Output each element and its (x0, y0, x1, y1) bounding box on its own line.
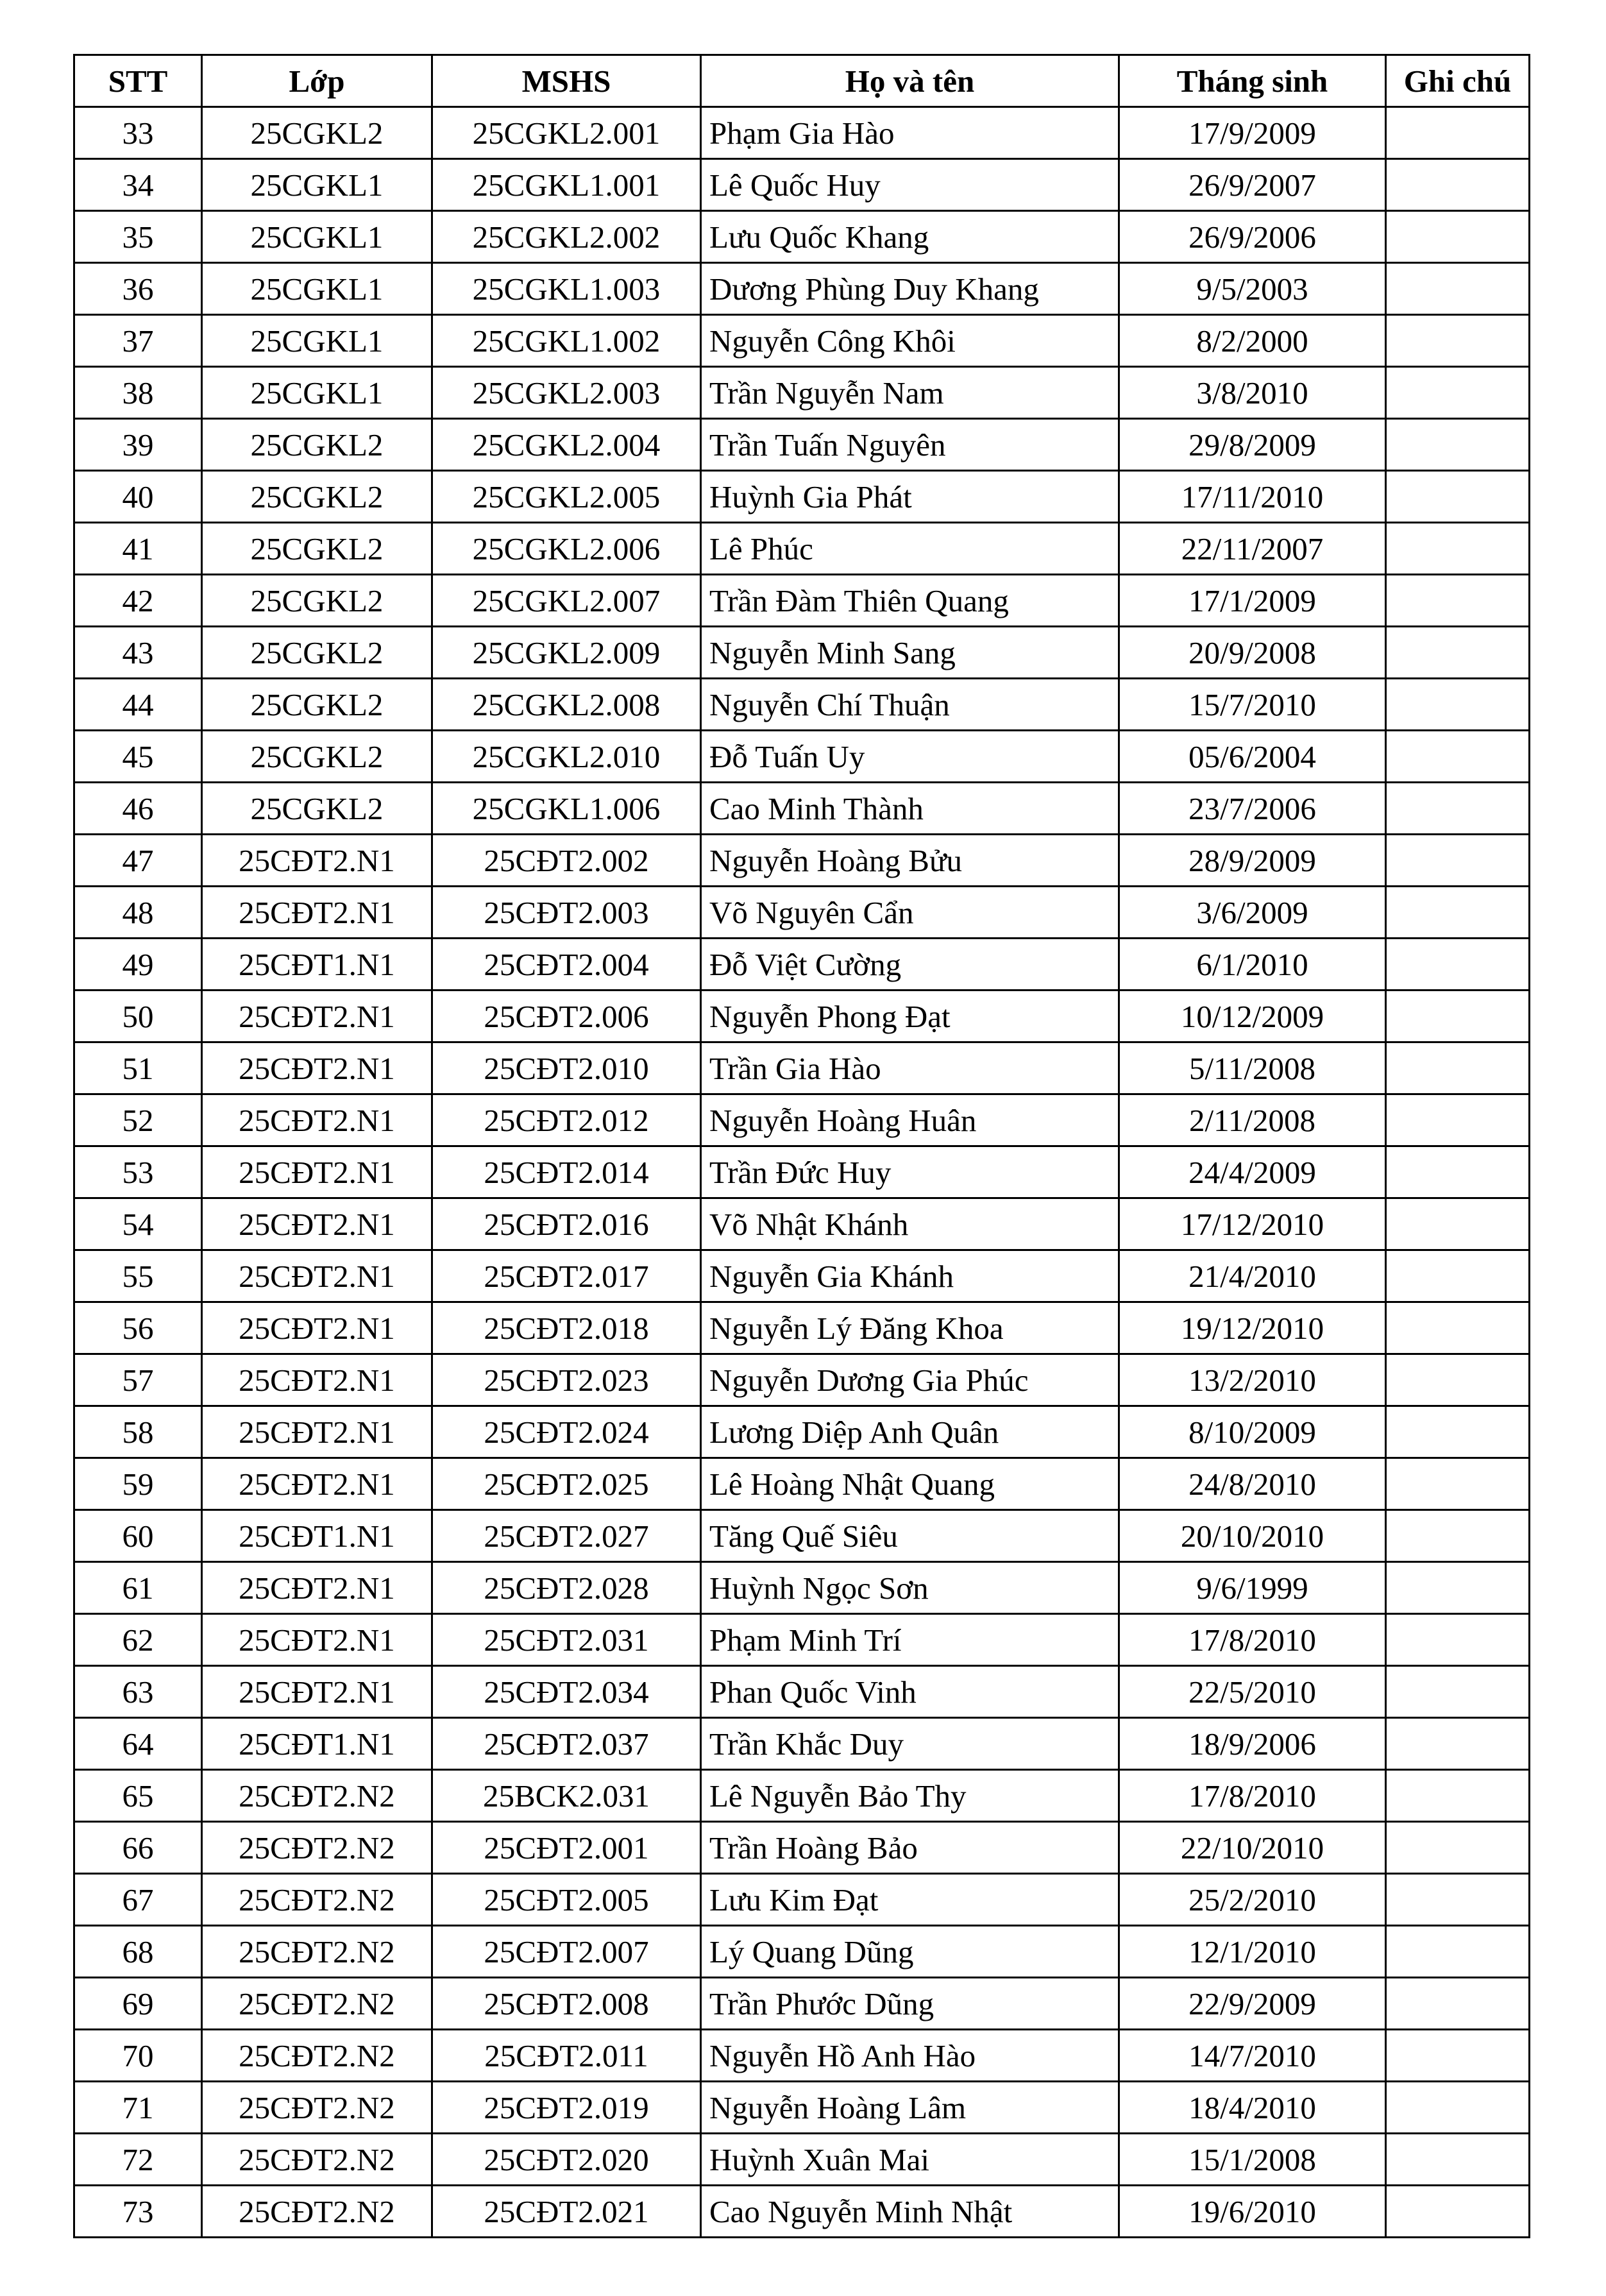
note-cell (1386, 1510, 1530, 1562)
student-id-cell: 25CĐT2.011 (432, 2030, 701, 2082)
class-cell: 25CĐT2.N1 (202, 1666, 432, 1718)
name-cell: Trần Nguyễn Nam (701, 367, 1119, 419)
stt-cell: 59 (74, 1458, 202, 1510)
name-cell: Nguyễn Minh Sang (701, 627, 1119, 679)
birth-date-cell: 13/2/2010 (1119, 1354, 1386, 1406)
stt-cell: 66 (74, 1822, 202, 1874)
class-cell: 25CĐT2.N1 (202, 1302, 432, 1354)
stt-cell: 48 (74, 887, 202, 939)
table-row (74, 523, 1530, 575)
student-id-cell: 25CGKL2.010 (432, 731, 701, 783)
birth-date-cell: 5/11/2008 (1119, 1042, 1386, 1094)
table-row (74, 1874, 1530, 1926)
stt-cell: 37 (74, 315, 202, 367)
stt-cell: 49 (74, 939, 202, 991)
name-cell: Lê Phúc (701, 523, 1119, 575)
header-stt: STT (74, 55, 202, 107)
student-id-cell: 25CĐT2.007 (432, 1926, 701, 1978)
stt-cell: 69 (74, 1978, 202, 2030)
class-cell: 25CGKL2 (202, 679, 432, 731)
note-cell (1386, 627, 1530, 679)
stt-cell: 71 (74, 2082, 202, 2134)
birth-date-cell: 17/9/2009 (1119, 107, 1386, 159)
name-cell: Nguyễn Lý Đăng Khoa (701, 1302, 1119, 1354)
note-cell (1386, 939, 1530, 991)
class-cell: 25CĐT2.N1 (202, 1562, 432, 1614)
birth-date-cell: 8/2/2000 (1119, 315, 1386, 367)
birth-date-cell: 12/1/2010 (1119, 1926, 1386, 1978)
note-cell (1386, 1926, 1530, 1978)
student-id-cell: 25CĐT2.031 (432, 1614, 701, 1666)
class-cell: 25CĐT2.N1 (202, 1094, 432, 1146)
class-cell: 25CĐT1.N1 (202, 1510, 432, 1562)
stt-cell: 54 (74, 1198, 202, 1250)
birth-date-cell: 29/8/2009 (1119, 419, 1386, 471)
student-id-cell: 25CĐT2.018 (432, 1302, 701, 1354)
name-cell: Đỗ Việt Cường (701, 939, 1119, 991)
table-row (74, 679, 1530, 731)
class-cell: 25CGKL1 (202, 315, 432, 367)
table-row (74, 1666, 1530, 1718)
stt-cell: 58 (74, 1406, 202, 1458)
name-cell: Lê Nguyễn Bảo Thy (701, 1770, 1119, 1822)
stt-cell: 45 (74, 731, 202, 783)
table-row (74, 159, 1530, 211)
stt-cell: 62 (74, 1614, 202, 1666)
note-cell (1386, 211, 1530, 263)
table-row (74, 627, 1530, 679)
class-cell: 25CGKL1 (202, 263, 432, 315)
class-cell: 25CĐT2.N2 (202, 1874, 432, 1926)
note-cell (1386, 1666, 1530, 1718)
table-row (74, 1562, 1530, 1614)
note-cell (1386, 887, 1530, 939)
class-cell: 25CĐT1.N1 (202, 1718, 432, 1770)
student-id-cell: 25CGKL2.009 (432, 627, 701, 679)
student-id-cell: 25CGKL2.006 (432, 523, 701, 575)
table-row (74, 2082, 1530, 2134)
name-cell: Nguyễn Hồ Anh Hào (701, 2030, 1119, 2082)
stt-cell: 64 (74, 1718, 202, 1770)
table-row (74, 1250, 1530, 1302)
stt-cell: 65 (74, 1770, 202, 1822)
birth-date-cell: 05/6/2004 (1119, 731, 1386, 783)
student-id-cell: 25CGKL1.002 (432, 315, 701, 367)
birth-date-cell: 21/4/2010 (1119, 1250, 1386, 1302)
name-cell: Nguyễn Chí Thuận (701, 679, 1119, 731)
header-notes: Ghi chú (1386, 55, 1530, 107)
birth-date-cell: 17/12/2010 (1119, 1198, 1386, 1250)
note-cell (1386, 1718, 1530, 1770)
birth-date-cell: 19/6/2010 (1119, 2186, 1386, 2238)
name-cell: Lê Hoàng Nhật Quang (701, 1458, 1119, 1510)
note-cell (1386, 991, 1530, 1042)
student-id-cell: 25CĐT2.037 (432, 1718, 701, 1770)
class-cell: 25CGKL1 (202, 367, 432, 419)
birth-date-cell: 24/8/2010 (1119, 1458, 1386, 1510)
note-cell (1386, 2082, 1530, 2134)
stt-cell: 63 (74, 1666, 202, 1718)
name-cell: Cao Nguyễn Minh Nhật (701, 2186, 1119, 2238)
student-id-cell: 25CĐT2.027 (432, 1510, 701, 1562)
student-id-cell: 25CGKL2.003 (432, 367, 701, 419)
birth-date-cell: 22/11/2007 (1119, 523, 1386, 575)
birth-date-cell: 19/12/2010 (1119, 1302, 1386, 1354)
class-cell: 25CGKL2 (202, 783, 432, 835)
student-id-cell: 25CĐT2.003 (432, 887, 701, 939)
stt-cell: 42 (74, 575, 202, 627)
student-id-cell: 25CĐT2.028 (432, 1562, 701, 1614)
stt-cell: 35 (74, 211, 202, 263)
class-cell: 25CGKL1 (202, 211, 432, 263)
birth-date-cell: 26/9/2007 (1119, 159, 1386, 211)
name-cell: Lưu Quốc Khang (701, 211, 1119, 263)
stt-cell: 41 (74, 523, 202, 575)
class-cell: 25CĐT2.N2 (202, 2186, 432, 2238)
birth-date-cell: 3/8/2010 (1119, 367, 1386, 419)
table-row (74, 1926, 1530, 1978)
class-cell: 25CGKL2 (202, 107, 432, 159)
stt-cell: 53 (74, 1146, 202, 1198)
table-row (74, 1458, 1530, 1510)
note-cell (1386, 1198, 1530, 1250)
student-id-cell: 25CGKL2.004 (432, 419, 701, 471)
note-cell (1386, 1406, 1530, 1458)
name-cell: Lương Diệp Anh Quân (701, 1406, 1119, 1458)
note-cell (1386, 523, 1530, 575)
class-cell: 25CGKL2 (202, 471, 432, 523)
table-row (74, 731, 1530, 783)
name-cell: Trần Phước Dũng (701, 1978, 1119, 2030)
note-cell (1386, 2134, 1530, 2186)
header-class: Lớp (202, 55, 432, 107)
name-cell: Nguyễn Phong Đạt (701, 991, 1119, 1042)
student-id-cell: 25CĐT2.021 (432, 2186, 701, 2238)
header-full-name: Họ và tên (701, 55, 1119, 107)
table-row (74, 783, 1530, 835)
class-cell: 25CĐT2.N1 (202, 1250, 432, 1302)
name-cell: Dương Phùng Duy Khang (701, 263, 1119, 315)
name-cell: Trần Đàm Thiên Quang (701, 575, 1119, 627)
table-row (74, 2030, 1530, 2082)
class-cell: 25CĐT2.N2 (202, 1978, 432, 2030)
name-cell: Lý Quang Dũng (701, 1926, 1119, 1978)
class-cell: 25CĐT2.N1 (202, 1354, 432, 1406)
student-id-cell: 25CĐT2.019 (432, 2082, 701, 2134)
class-cell: 25CĐT2.N2 (202, 1926, 432, 1978)
student-id-cell: 25CGKL1.006 (432, 783, 701, 835)
table-row (74, 419, 1530, 471)
class-cell: 25CĐT2.N1 (202, 887, 432, 939)
class-cell: 25CĐT2.N1 (202, 1042, 432, 1094)
class-cell: 25CGKL2 (202, 419, 432, 471)
class-cell: 25CĐT2.N2 (202, 2030, 432, 2082)
stt-cell: 60 (74, 1510, 202, 1562)
birth-date-cell: 17/1/2009 (1119, 575, 1386, 627)
note-cell (1386, 1770, 1530, 1822)
note-cell (1386, 835, 1530, 887)
name-cell: Trần Khắc Duy (701, 1718, 1119, 1770)
name-cell: Võ Nhật Khánh (701, 1198, 1119, 1250)
birth-date-cell: 14/7/2010 (1119, 2030, 1386, 2082)
stt-cell: 44 (74, 679, 202, 731)
header-birth-date: Tháng sinh (1119, 55, 1386, 107)
table-row (74, 1094, 1530, 1146)
stt-cell: 67 (74, 1874, 202, 1926)
table-row (74, 887, 1530, 939)
student-id-cell: 25CGKL1.003 (432, 263, 701, 315)
name-cell: Huỳnh Gia Phát (701, 471, 1119, 523)
birth-date-cell: 25/2/2010 (1119, 1874, 1386, 1926)
note-cell (1386, 2030, 1530, 2082)
stt-cell: 36 (74, 263, 202, 315)
table-row (74, 939, 1530, 991)
class-cell: 25CĐT2.N1 (202, 1406, 432, 1458)
note-cell (1386, 783, 1530, 835)
table-row (74, 2186, 1530, 2238)
birth-date-cell: 9/6/1999 (1119, 1562, 1386, 1614)
class-cell: 25CĐT2.N1 (202, 991, 432, 1042)
student-id-cell: 25CGKL2.001 (432, 107, 701, 159)
table-row (74, 1718, 1530, 1770)
table-row (74, 1822, 1530, 1874)
stt-cell: 70 (74, 2030, 202, 2082)
note-cell (1386, 1562, 1530, 1614)
stt-cell: 34 (74, 159, 202, 211)
stt-cell: 68 (74, 1926, 202, 1978)
name-cell: Nguyễn Công Khôi (701, 315, 1119, 367)
table-header (74, 55, 1530, 107)
student-id-cell: 25BCK2.031 (432, 1770, 701, 1822)
birth-date-cell: 20/10/2010 (1119, 1510, 1386, 1562)
class-cell: 25CĐT2.N2 (202, 2134, 432, 2186)
table-row (74, 1510, 1530, 1562)
name-cell: Nguyễn Hoàng Lâm (701, 2082, 1119, 2134)
name-cell: Đỗ Tuấn Uy (701, 731, 1119, 783)
note-cell (1386, 263, 1530, 315)
name-cell: Cao Minh Thành (701, 783, 1119, 835)
note-cell (1386, 1250, 1530, 1302)
table-row (74, 1302, 1530, 1354)
name-cell: Trần Đức Huy (701, 1146, 1119, 1198)
table-row (74, 471, 1530, 523)
name-cell: Trần Gia Hào (701, 1042, 1119, 1094)
student-id-cell: 25CĐT2.006 (432, 991, 701, 1042)
note-cell (1386, 2186, 1530, 2238)
student-id-cell: 25CĐT2.012 (432, 1094, 701, 1146)
birth-date-cell: 28/9/2009 (1119, 835, 1386, 887)
stt-cell: 56 (74, 1302, 202, 1354)
table-row (74, 1042, 1530, 1094)
student-id-cell: 25CGKL2.008 (432, 679, 701, 731)
table-row (74, 107, 1530, 159)
class-cell: 25CĐT2.N2 (202, 1770, 432, 1822)
student-id-cell: 25CĐT2.025 (432, 1458, 701, 1510)
name-cell: Nguyễn Hoàng Huân (701, 1094, 1119, 1146)
student-id-cell: 25CĐT2.024 (432, 1406, 701, 1458)
class-cell: 25CĐT2.N2 (202, 2082, 432, 2134)
class-cell: 25CGKL1 (202, 159, 432, 211)
name-cell: Nguyễn Hoàng Bửu (701, 835, 1119, 887)
student-id-cell: 25CĐT2.010 (432, 1042, 701, 1094)
note-cell (1386, 1822, 1530, 1874)
birth-date-cell: 6/1/2010 (1119, 939, 1386, 991)
name-cell: Phạm Gia Hào (701, 107, 1119, 159)
student-id-cell: 25CĐT2.017 (432, 1250, 701, 1302)
class-cell: 25CĐT2.N2 (202, 1822, 432, 1874)
note-cell (1386, 471, 1530, 523)
student-id-cell: 25CĐT2.001 (432, 1822, 701, 1874)
note-cell (1386, 1614, 1530, 1666)
note-cell (1386, 1458, 1530, 1510)
stt-cell: 61 (74, 1562, 202, 1614)
student-id-cell: 25CĐT2.005 (432, 1874, 701, 1926)
student-id-cell: 25CĐT2.034 (432, 1666, 701, 1718)
class-cell: 25CĐT1.N1 (202, 939, 432, 991)
student-id-cell: 25CGKL2.002 (432, 211, 701, 263)
note-cell (1386, 419, 1530, 471)
table-row (74, 1198, 1530, 1250)
note-cell (1386, 1354, 1530, 1406)
note-cell (1386, 679, 1530, 731)
class-cell: 25CĐT2.N1 (202, 1458, 432, 1510)
stt-cell: 55 (74, 1250, 202, 1302)
birth-date-cell: 17/8/2010 (1119, 1770, 1386, 1822)
birth-date-cell: 10/12/2009 (1119, 991, 1386, 1042)
name-cell: Huỳnh Xuân Mai (701, 2134, 1119, 2186)
note-cell (1386, 107, 1530, 159)
student-id-cell: 25CGKL2.007 (432, 575, 701, 627)
class-cell: 25CGKL2 (202, 523, 432, 575)
note-cell (1386, 575, 1530, 627)
class-cell: 25CGKL2 (202, 575, 432, 627)
name-cell: Nguyễn Gia Khánh (701, 1250, 1119, 1302)
note-cell (1386, 1146, 1530, 1198)
table-row (74, 211, 1530, 263)
name-cell: Phạm Minh Trí (701, 1614, 1119, 1666)
student-id-cell: 25CĐT2.016 (432, 1198, 701, 1250)
note-cell (1386, 1874, 1530, 1926)
student-id-cell: 25CĐT2.004 (432, 939, 701, 991)
name-cell: Lưu Kim Đạt (701, 1874, 1119, 1926)
birth-date-cell: 17/11/2010 (1119, 471, 1386, 523)
student-id-cell: 25CĐT2.023 (432, 1354, 701, 1406)
stt-cell: 52 (74, 1094, 202, 1146)
table-row (74, 575, 1530, 627)
stt-cell: 38 (74, 367, 202, 419)
note-cell (1386, 731, 1530, 783)
birth-date-cell: 15/1/2008 (1119, 2134, 1386, 2186)
note-cell (1386, 1042, 1530, 1094)
stt-cell: 40 (74, 471, 202, 523)
table-row (74, 1978, 1530, 2030)
birth-date-cell: 26/9/2006 (1119, 211, 1386, 263)
note-cell (1386, 159, 1530, 211)
table-row (74, 835, 1530, 887)
table-row (74, 1146, 1530, 1198)
name-cell: Nguyễn Dương Gia Phúc (701, 1354, 1119, 1406)
stt-cell: 43 (74, 627, 202, 679)
birth-date-cell: 24/4/2009 (1119, 1146, 1386, 1198)
stt-cell: 72 (74, 2134, 202, 2186)
birth-date-cell: 22/10/2010 (1119, 1822, 1386, 1874)
stt-cell: 47 (74, 835, 202, 887)
note-cell (1386, 1302, 1530, 1354)
birth-date-cell: 3/6/2009 (1119, 887, 1386, 939)
header-student-id: MSHS (432, 55, 701, 107)
stt-cell: 73 (74, 2186, 202, 2238)
birth-date-cell: 22/9/2009 (1119, 1978, 1386, 2030)
name-cell: Trần Tuấn Nguyên (701, 419, 1119, 471)
stt-cell: 46 (74, 783, 202, 835)
note-cell (1386, 1094, 1530, 1146)
table-row (74, 1770, 1530, 1822)
stt-cell: 50 (74, 991, 202, 1042)
birth-date-cell: 15/7/2010 (1119, 679, 1386, 731)
name-cell: Phan Quốc Vinh (701, 1666, 1119, 1718)
table-row (74, 1614, 1530, 1666)
birth-date-cell: 23/7/2006 (1119, 783, 1386, 835)
name-cell: Võ Nguyên Cẩn (701, 887, 1119, 939)
note-cell (1386, 1978, 1530, 2030)
name-cell: Trần Hoàng Bảo (701, 1822, 1119, 1874)
class-cell: 25CĐT2.N1 (202, 1146, 432, 1198)
class-cell: 25CĐT2.N1 (202, 835, 432, 887)
table-row (74, 1354, 1530, 1406)
class-cell: 25CGKL2 (202, 731, 432, 783)
birth-date-cell: 8/10/2009 (1119, 1406, 1386, 1458)
table-row (74, 991, 1530, 1042)
student-id-cell: 25CĐT2.008 (432, 1978, 701, 2030)
table-row (74, 367, 1530, 419)
student-id-cell: 25CGKL1.001 (432, 159, 701, 211)
table-row (74, 1406, 1530, 1458)
name-cell: Tăng Quế Siêu (701, 1510, 1119, 1562)
birth-date-cell: 18/4/2010 (1119, 2082, 1386, 2134)
header-row (74, 55, 1530, 107)
stt-cell: 33 (74, 107, 202, 159)
table-row (74, 315, 1530, 367)
note-cell (1386, 315, 1530, 367)
stt-cell: 39 (74, 419, 202, 471)
stt-cell: 51 (74, 1042, 202, 1094)
birth-date-cell: 22/5/2010 (1119, 1666, 1386, 1718)
name-cell: Lê Quốc Huy (701, 159, 1119, 211)
name-cell: Huỳnh Ngọc Sơn (701, 1562, 1119, 1614)
table-row (74, 263, 1530, 315)
birth-date-cell: 17/8/2010 (1119, 1614, 1386, 1666)
stt-cell: 57 (74, 1354, 202, 1406)
table-body (74, 107, 1530, 2238)
student-list-table (73, 54, 1530, 2238)
class-cell: 25CGKL2 (202, 627, 432, 679)
table-row (74, 2134, 1530, 2186)
birth-date-cell: 18/9/2006 (1119, 1718, 1386, 1770)
student-id-cell: 25CĐT2.014 (432, 1146, 701, 1198)
birth-date-cell: 9/5/2003 (1119, 263, 1386, 315)
birth-date-cell: 20/9/2008 (1119, 627, 1386, 679)
note-cell (1386, 367, 1530, 419)
student-id-cell: 25CGKL2.005 (432, 471, 701, 523)
student-id-cell: 25CĐT2.002 (432, 835, 701, 887)
student-id-cell: 25CĐT2.020 (432, 2134, 701, 2186)
class-cell: 25CĐT2.N1 (202, 1198, 432, 1250)
class-cell: 25CĐT2.N1 (202, 1614, 432, 1666)
birth-date-cell: 2/11/2008 (1119, 1094, 1386, 1146)
